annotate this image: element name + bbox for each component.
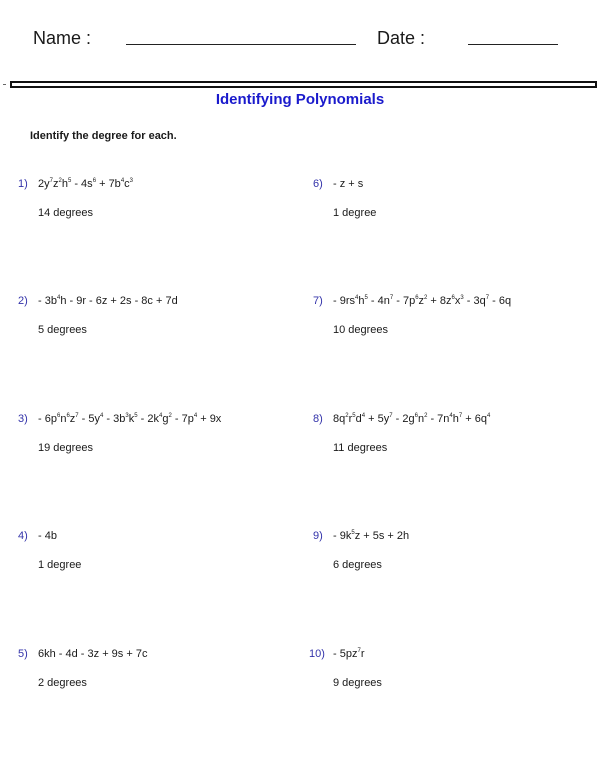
problem-number: 7)	[313, 295, 323, 307]
problem-answer: 11 degrees	[333, 442, 388, 454]
problem-expression: $2y^7z^2h^5 - 4s^6 + 7b^4c^3$	[38, 178, 133, 190]
date-label: Date :	[377, 28, 426, 48]
problem-answer: 10 degrees	[333, 324, 389, 336]
problem-answer: 14 degrees	[38, 207, 94, 219]
date-blank-line	[468, 44, 558, 45]
problem-answer: 1 degree	[333, 207, 377, 219]
problem-answer: 9 degrees	[333, 677, 382, 689]
problem-8	[313, 413, 491, 454]
problem-number: 5)	[18, 648, 28, 660]
problem-2	[18, 295, 178, 336]
problem-number: 6)	[313, 178, 323, 190]
problem-4	[18, 530, 82, 571]
problem-1	[18, 178, 133, 219]
problem-3	[18, 413, 222, 454]
problem-expression: 6kh - 4d - 3z + 9s + 7c	[38, 648, 148, 660]
problem-answer: 6 degrees	[333, 559, 382, 571]
problem-5	[18, 648, 148, 689]
problem-answer: 2 degrees	[38, 677, 87, 689]
problem-number: 2)	[18, 295, 28, 307]
double-rule-divider	[10, 81, 597, 88]
problem-number: 3)	[18, 413, 28, 425]
problem-answer: 5 degrees	[38, 324, 87, 336]
problem-expression: - $3b^4h - 9r - 6z + 2s - 8c + 7d$	[38, 295, 178, 307]
problem-6	[313, 178, 377, 219]
problem-expression: - z + s	[333, 178, 364, 190]
problem-9	[313, 530, 410, 571]
rule-tick	[3, 84, 6, 85]
problem-expression: - 4b	[38, 530, 57, 542]
problem-expression: $8q^2r^5d^4 + 5y^7 - 2g^6n^2 - 7n^4h^7 + 6q^4$	[333, 413, 491, 425]
problem-answer: 1 degree	[38, 559, 82, 571]
problem-expression: - $6p^6n^6z^7 - 5y^4 - 3b^3k^5 - 2k^4g^2 - 7p^4 + 9x$	[38, 413, 222, 425]
instructions: Identify the degree for each.	[30, 130, 177, 142]
name-label: Name :	[33, 28, 92, 48]
problem-number: 1)	[18, 178, 28, 190]
problem-number: 4)	[18, 530, 28, 542]
problem-expression: - $9k^5z + 5s + 2h$	[333, 530, 410, 542]
worksheet-title: Identifying Polynomials	[215, 91, 385, 108]
problem-answer: 19 degrees	[38, 442, 94, 454]
problem-number: 9)	[313, 530, 323, 542]
problem-expression: - $9rs^4h^5 - 4n^7 - 7p^6z^2 + 8z^6x^3 - 3q^7 - 6q$	[333, 295, 512, 307]
problem-expression: - $5pz^7r$	[333, 648, 365, 660]
problem-10	[309, 648, 382, 689]
name-blank-line	[126, 44, 356, 45]
problem-7	[313, 295, 512, 336]
worksheet-header	[0, 0, 600, 80]
problem-number: 10)	[309, 648, 325, 660]
problem-number: 8)	[313, 413, 323, 425]
